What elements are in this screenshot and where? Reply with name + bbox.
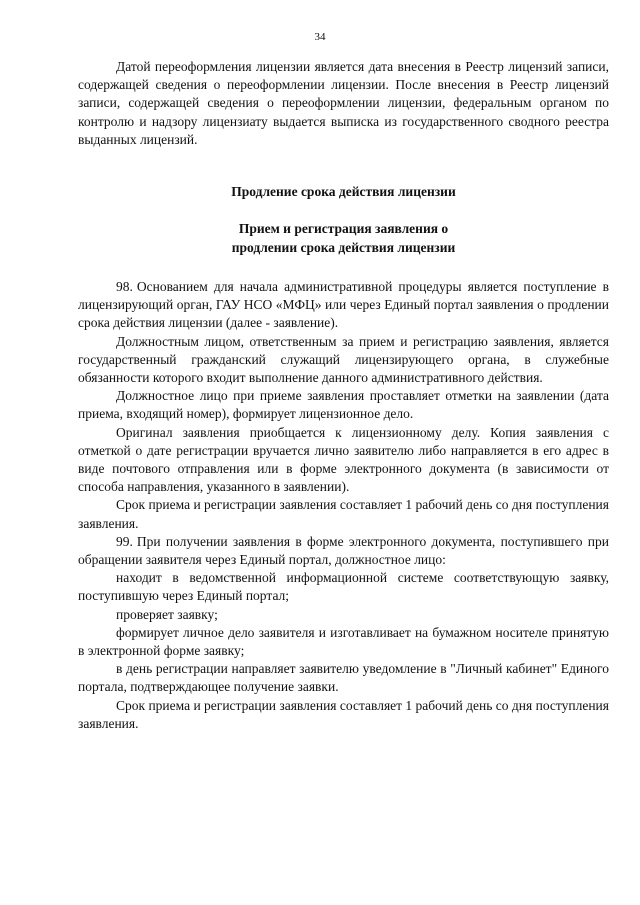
subsection-title xyxy=(78,219,609,257)
list-item: в день регистрации направляет заявителю уведомление в "Личный кабинет" Единого портала, подтверждающее получение заявки. xyxy=(78,661,609,695)
list-item: находит в ведомственной информационной системе соответствующую заявку, поступившую через Единый портал; xyxy=(78,570,609,604)
paragraph-number: 98. xyxy=(116,279,133,295)
intro-paragraph: Датой переоформления лицензии является дата внесения в Реестр лицензий записи, содержащей сведения о переоформлении лицензии. После внесения в Реестр лицензий записи, содержащей сведения о переоформлении лицензии, федеральным органом по контролю и надзору лицензиату выдается выписка из государственного сводного реестра выданных лицензий. xyxy=(78,59,609,147)
paragraph-text: При получении заявления в форме электронного документа, поступившего при обращении заявителя через Единый портал, должностное лицо: xyxy=(78,533,609,568)
paragraph: Срок приема и регистрации заявления составляет 1 рабочий день со дня поступления заявления. xyxy=(78,697,609,731)
page-number: 34 xyxy=(314,31,326,43)
paragraph-number: 99. xyxy=(116,533,133,549)
paragraph: Срок приема и регистрации заявления составляет 1 рабочий день со дня поступления заявления. xyxy=(78,497,609,531)
paragraph: Должностное лицо при приеме заявления проставляет отметки на заявлении (дата приема, входящий номер), формирует лицензионное дело. xyxy=(78,388,609,422)
subsection-title-line1: Прием и регистрация заявления о xyxy=(238,221,449,237)
subsection-title-line2: продлении срока действия лицензии xyxy=(231,240,456,256)
paragraph-text: Основанием для начала административной процедуры является поступление в лицензирующий орган, ГАУ НСО «МФЦ» или через Единый портал заявления о продлении срока действия лицензии (далее - заявление). xyxy=(78,279,609,331)
section-title: Продление срока действия лицензии xyxy=(231,184,456,200)
document-body xyxy=(78,58,609,733)
paragraph: Оригинал заявления приобщается к лицензионному делу. Копия заявления с отметкой о дате регистрации вручается лично заявителю либо направляется в его адрес в виде почтового отправления или в форме электронного документа (в зависимости от способа направления, указанного в заявлении). xyxy=(78,424,609,495)
paragraph-99 xyxy=(78,533,609,569)
paragraph-98 xyxy=(78,278,609,333)
list-item: проверяет заявку; xyxy=(116,606,218,622)
list-item: формирует личное дело заявителя и изготавливает на бумажном носителе принятую в электронной форме заявку; xyxy=(78,624,609,659)
paragraph: Должностным лицом, ответственным за прием и регистрацию заявления, является государственный гражданский служащий лицензирующего органа, в служебные обязанности которого входит выполнение данного административного действия. xyxy=(78,333,609,386)
